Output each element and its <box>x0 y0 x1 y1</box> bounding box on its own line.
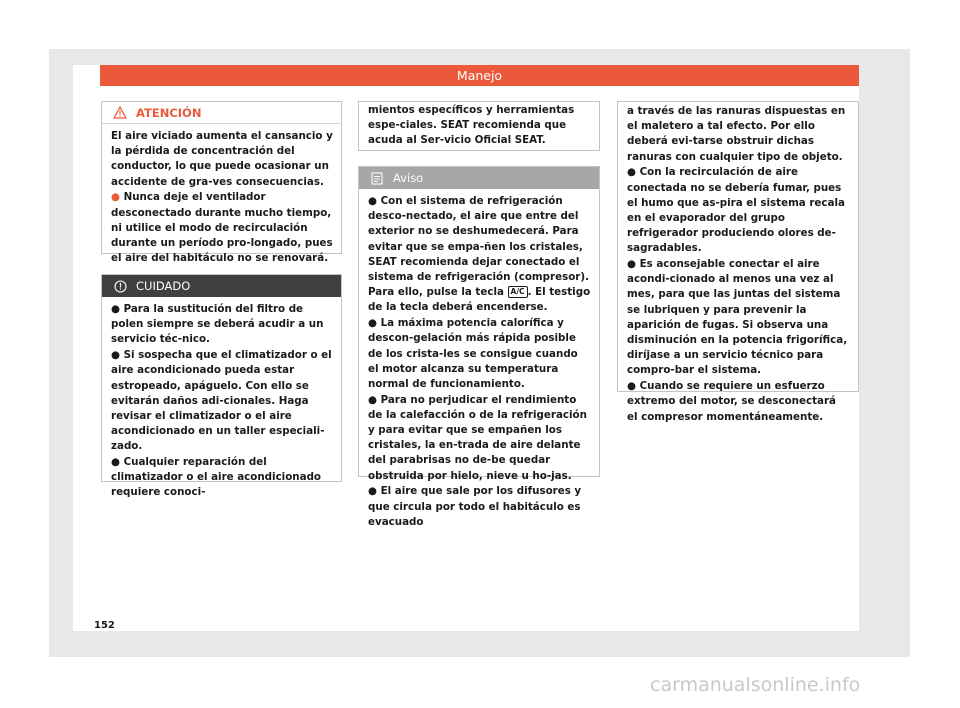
caution-bullet-text: Si sospecha que el climatizador o el aire acondicionado pueda estar estropeado, apáguelo. Con ello se evitarán daños adi-cionales. Haga revisar el climatizador o el aire acondicionado en un taller especiali-zado. <box>111 349 332 453</box>
note-page-icon <box>369 170 385 186</box>
caution-body <box>102 297 341 507</box>
note-bullet <box>368 316 591 392</box>
note-body <box>359 189 599 536</box>
warning-intro: El aire viciado aumenta el cansancio y la pérdida de concentración del conductor, lo que puede ocasionar un accidente de gra-ves consecuencias. <box>111 130 333 188</box>
note-bullet <box>627 379 850 425</box>
note-bullet-text: Con el sistema de refrigeración desco-nectado, el aire que entre del exterior no se deshumedecerá. Para evitar que se empa-ñen los cristales, SEAT recomienda dejar conectado el sistema de refrigeración (compresor). Para ello, pulse la tecla <box>368 195 589 299</box>
bullet-marker: ● <box>111 349 120 362</box>
bullet-marker: ● <box>368 393 377 406</box>
note-bullet <box>627 165 850 256</box>
note-bullet-text: . El testigo de la tecla deberá encenderse. <box>368 286 591 314</box>
caution-continued-body <box>359 102 599 155</box>
note-bullet <box>627 257 850 379</box>
bullet-marker: ● <box>627 380 636 393</box>
exclamation-circle-icon <box>112 278 128 294</box>
caution-continued-box <box>358 101 600 151</box>
note-header <box>359 167 599 189</box>
note-box <box>358 166 600 528</box>
caution-bullet-text: Para la sustitución del filtro de polen siempre se deberá acudir a un servicio téc-nico. <box>111 303 324 346</box>
bullet-marker: ● <box>111 303 120 315</box>
caution-box <box>101 274 342 499</box>
caution-title: CUIDADO <box>136 279 191 293</box>
note-continued-body <box>618 102 858 431</box>
bullet-marker: ● <box>627 166 636 179</box>
bullet-marker: ● <box>368 195 377 207</box>
warning-bullet-text: Nunca deje el ventilador desconectado durante mucho tiempo, ni utilice el modo de recirculación durante un período pro-longado, pues el aire del habitáculo no se renovará. <box>111 191 333 265</box>
warning-title: ATENCIÓN <box>136 105 202 120</box>
note-continued-intro: a través de las ranuras dispuestas en el maletero a tal efecto. Por ello deberá evi-tarse obstruir dichas ranuras con cualquier tipo de objeto. <box>627 105 846 163</box>
note-title: Aviso <box>393 171 424 185</box>
bullet-marker: ● <box>368 485 377 498</box>
note-bullet-text: La máxima potencia calorífica y descon-gelación más rápida posible de los crista-les se consigue cuando el motor alcanza su temperatura normal de funcionamiento. <box>368 317 578 390</box>
section-title: Manejo <box>456 68 503 83</box>
bullet-marker: ● <box>627 258 636 271</box>
caution-bullet-text: Cualquier reparación del climatizador o el aire acondicionado requiere conoci- <box>111 456 322 499</box>
warning-header <box>102 102 341 124</box>
note-bullet-text: Con la recirculación de aire conectada no se debería fumar, pues el humo que as-pira el sistema recala en el evaporador del grupo refrigerador produciendo olores de-sagradables. <box>627 166 845 255</box>
note-continued-box <box>617 101 859 423</box>
caution-continued-text: mientos específicos y herramientas espe-ciales. SEAT recomienda que acuda al Ser-vicio Oficial SEAT. <box>368 104 575 147</box>
page-number: 152 <box>94 620 115 631</box>
note-bullet <box>368 194 591 316</box>
caution-bullet <box>111 455 333 501</box>
warning-body <box>102 124 341 273</box>
caution-bullet <box>111 302 333 348</box>
section-header <box>100 65 859 86</box>
caution-header <box>102 275 341 297</box>
bullet-marker: ● <box>111 191 120 204</box>
note-bullet-text: El aire que sale por los difusores y que circula por todo el habitáculo es evacuado <box>368 485 582 528</box>
ac-key: A/C <box>508 286 528 298</box>
caution-bullet <box>111 348 333 454</box>
note-bullet <box>368 393 591 484</box>
bullet-marker: ● <box>111 456 120 469</box>
warning-triangle-icon <box>112 105 128 121</box>
bullet-marker: ● <box>368 317 377 330</box>
watermark: carmanualsonline.info <box>650 674 861 696</box>
note-bullet <box>368 484 591 530</box>
note-bullet-text: Para no perjudicar el rendimiento de la calefacción o de la refrigeración y para evitar que se empañen los cristales, la en-trada de aire delante del parabrisas no de-be quedar obstruida por hielo, nieve u ho-jas. <box>368 393 587 482</box>
note-bullet-text: Cuando se requiere un esfuerzo extremo del motor, se desconectará el compresor momentáneamente. <box>627 380 836 423</box>
warning-bullet <box>111 190 333 266</box>
note-bullet-text: Es aconsejable conectar el aire acondi-cionado al menos una vez al mes, para que las juntas del sistema se lubriquen y para prevenir la aparición de fugas. Si observa una disminución en la potencia frigorífica, diríjase a un servicio técnico para compro-bar el sistema. <box>627 258 848 377</box>
warning-box <box>101 101 342 265</box>
